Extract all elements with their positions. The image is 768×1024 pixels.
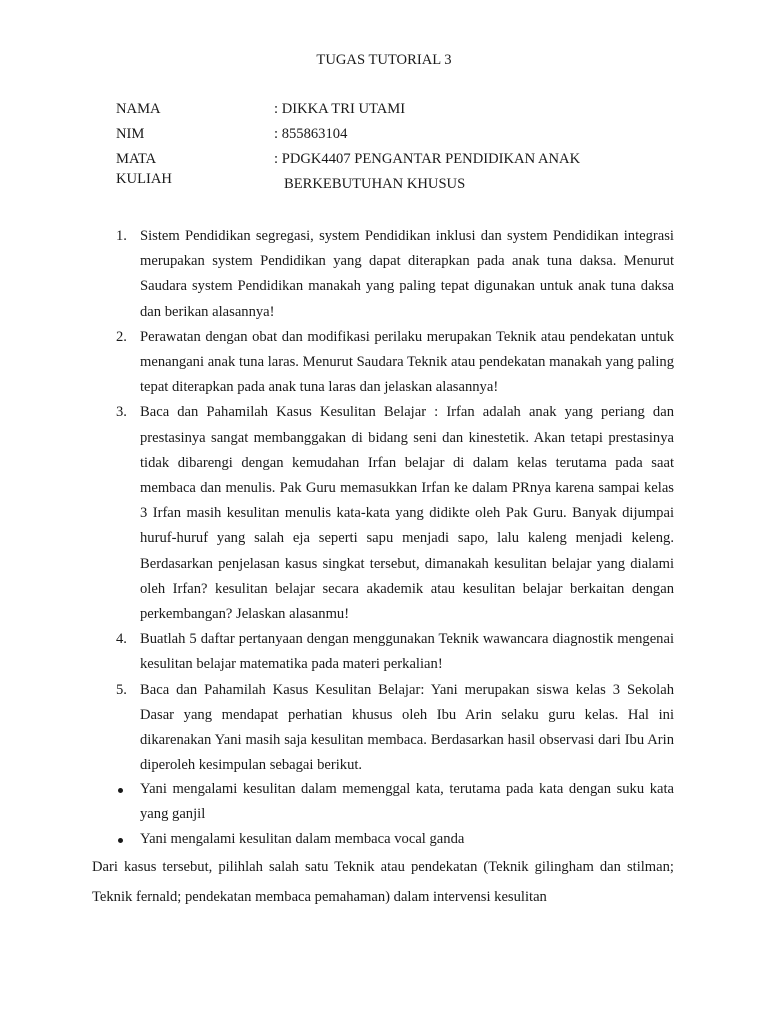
name-label: NAMA <box>116 101 161 117</box>
question-number: 4. <box>116 631 127 648</box>
question-number: 2. <box>116 328 127 345</box>
question-text: Baca dan Pahamilah Kasus Kesulitan Belajar : Irfan adalah anak yang periang dan prestasinya sangat membanggakan di bidang seni dan kinestetik. Akan tetapi prestasinya tidak dibarengi dengan kemudahan Irfan belajar di dalam kelas terutama pada saat membaca dan menulis. Pak Guru memasukkan Irfan ke dalam PRnya karena sampai kelas 3 Irfan masih kesulitan menulis kata-kata yang didikte oleh Pak Guru. Banyak dijumpai huruf-huruf yang salah eja seperti sapu menjadi sapo, lalu kaleng menjadi keleng. Berdasarkan penjelasan kasus singkat tersebut, dimanakah kesulitan belajar yang dialami oleh Irfan? kesulitan belajar secara akademik atau kesulitan belajar berkaitan dengan perkembangan? Jelaskan alasanmu! <box>140 404 674 623</box>
bullet-item <box>116 827 674 852</box>
question-text: Perawatan dengan obat dan modifikasi perilaku merupakan Teknik atau pendekatan untuk menangani anak tuna laras. Menurut Saudara Teknik atau pendekatan manakah yang paling tepat diterapkan pada anak tuna laras dan jelaskan alasannya! <box>140 328 674 396</box>
bullet-text: Yani mengalami kesulitan dalam memenggal kata, terutama pada kata dengan suku kata yang ganjil <box>140 781 674 823</box>
bullet-icon <box>118 788 123 793</box>
question-text: Sistem Pendidikan segregasi, system Pendidikan inklusi dan system Pendidikan integrasi merupakan system Pendidikan yang dapat diterapkan pada anak tuna daksa. Menurut Saudara system Pendidikan manakah yang paling tepat digunakan untuk anak tuna daksa dan berikan alasannya! <box>140 228 674 320</box>
closing-paragraph: Dari kasus tersebut, pilihlah salah satu Teknik atau pendekatan (Teknik gilingham dan stilman; Teknik fernald; pendekatan membaca pemahaman) dalam intervensi kesulitan <box>92 859 674 905</box>
question-list <box>116 224 674 778</box>
bullet-icon <box>118 838 123 843</box>
observation-bullet-list <box>116 777 674 853</box>
question-item <box>116 400 674 627</box>
question-item <box>116 678 674 779</box>
question-item <box>116 325 674 401</box>
question-number: 1. <box>116 228 127 244</box>
nim-value: : 855863104 <box>274 126 348 142</box>
question-text: Baca dan Pahamilah Kasus Kesulitan Belajar: Yani merupakan siswa kelas 3 Sekolah Dasar yang mendapat perhatian khusus oleh Ibu Arin selaku guru kelas. Hal ini dikarenakan Yani masih saja kesulitan membaca. Berdasarkan hasil observasi dari Ibu Arin diperoleh kesimpulan sebagai berikut. <box>140 681 674 774</box>
name-value: : DIKKA TRI UTAMI <box>274 101 406 117</box>
question-item <box>116 627 674 677</box>
question-number: 5. <box>116 681 127 698</box>
course-label: MATA KULIAH <box>116 151 172 187</box>
question-number: 3. <box>116 404 127 421</box>
nim-label: NIM <box>116 126 145 142</box>
course-value-continued: BERKEBUTUHAN KHUSUS <box>284 176 466 192</box>
question-text: Buatlah 5 daftar pertanyaan dengan menggunakan Teknik wawancara diagnostik mengenai kesulitan belajar matematika pada materi perkalian! <box>140 631 674 673</box>
bullet-text: Yani mengalami kesulitan dalam membaca vocal ganda <box>140 831 465 848</box>
bullet-item <box>116 777 674 827</box>
question-item <box>116 224 674 325</box>
course-value: : PDGK4407 PENGANTAR PENDIDIKAN ANAK <box>274 151 581 167</box>
document-title: TUGAS TUTORIAL 3 <box>316 52 452 68</box>
